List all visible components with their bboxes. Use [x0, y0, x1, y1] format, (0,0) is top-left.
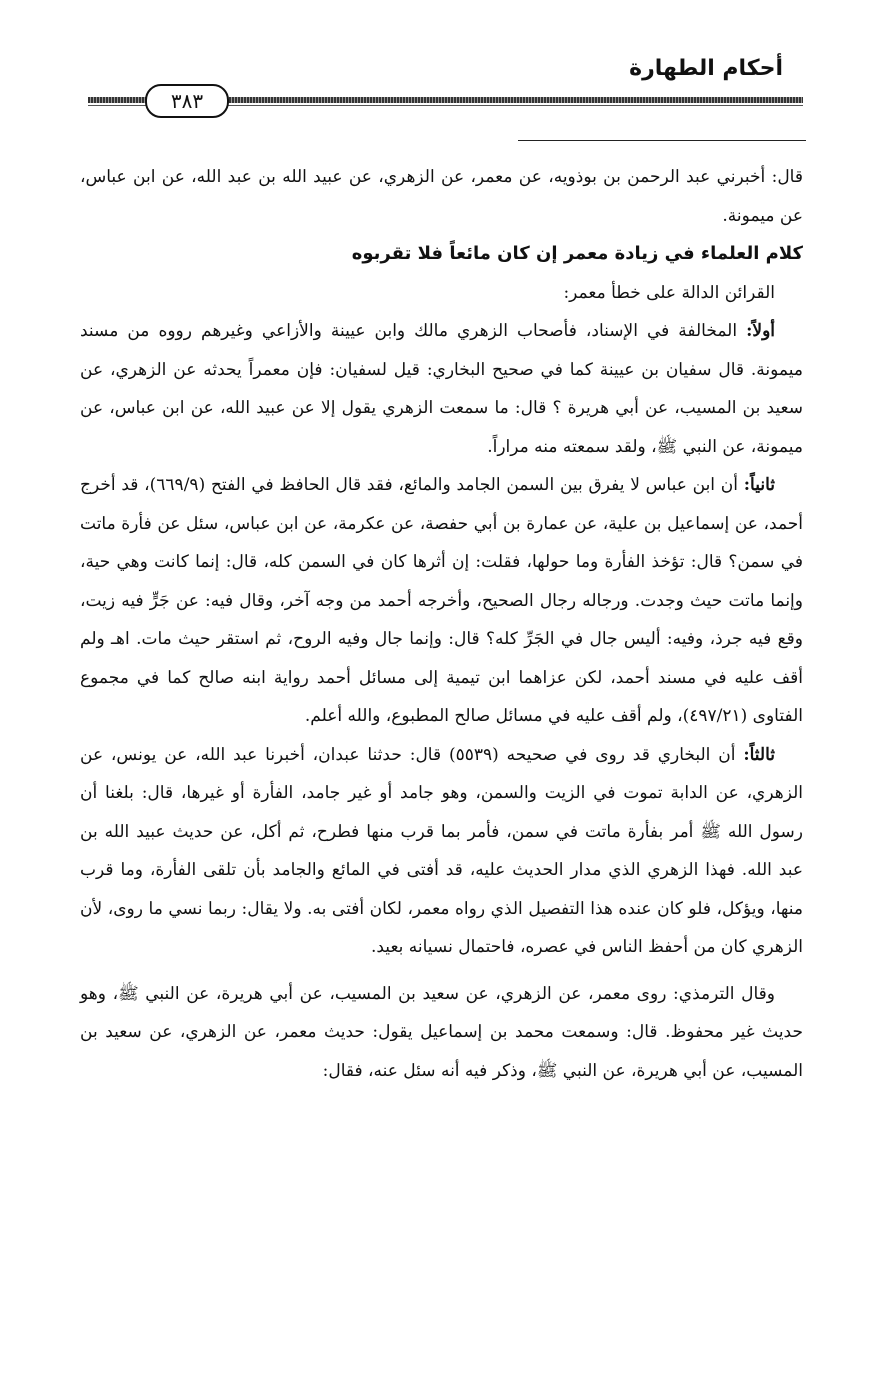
separator-rule [518, 140, 806, 141]
first-point-label: أولاً: [746, 321, 775, 341]
body-text [80, 158, 803, 1090]
paragraph-second [80, 466, 803, 736]
paragraph-evidence-intro: القرائن الدالة على خطأ معمر: [563, 282, 775, 303]
second-point-label: ثانياً: [743, 475, 776, 495]
running-title: أحكام الطهارة [629, 56, 783, 81]
first-point-text: المخالفة في الإسناد، فأصحاب الزهري مالك وابن عيينة والأزاعي وغيرهم رووه من مسند ميمونة. قال سفيان بن عيينة كما في صحيح البخاري: قيل لسفيان: فإن معمراً يحدثه عن الزهري، عن سعيد بن المسيب، عن أبي هريرة ؟ قال: ما سمعت الزهري يقول إلا عن عبيد الله، عن ابن عباس، عن ميمونة، عن النبي ﷺ، ولقد سمعته منه مراراً. [80, 321, 803, 457]
section-heading: كلام العلماء في زيادة معمر إن كان مائعاً فلا تقربوه [351, 243, 803, 264]
second-point-text: أن ابن عباس لا يفرق بين السمن الجامد والمائع، فقد قال الحافظ في الفتح (٦٦٩/٩)، قد أخرج أحمد، عن إسماعيل بن علية، عن عمارة بن أبي حفصة، عن عكرمة، عن ابن عباس، سئل عن فأرة ماتت في سمن؟ قال: تؤخذ الفأرة وما حولها، فقلت: إن أثرها كان في السمن كله، قال: إنما كانت وهي حية، وإنما ماتت حيث وجدت. ورجاله رجال الصحيح، وأخرجه أحمد من وجه آخر، وقال فيه: عن جَرٍّ فيه زيت، وقع فيه جرذ، وفيه: أليس جال في الجَرِّ كله؟ قال: وإنما جال وفيه الروح، ثم استقر حيث مات. اهـ ولم أقف عليه في مسند أحمد، لكن عزاهما ابن تيمية إلى مسائل أحمد رواية ابنه صالح كما في مجموع الفتاوى (٤٩٧/٢١)، ولم أقف عليه في مسائل صالح المطبوع، والله أعلم. [80, 475, 803, 726]
paragraph-chain: قال: أخبرني عبد الرحمن بن بوذويه، عن معمر، عن الزهري، عن عبيد الله بن عبد الله، عن ابن عباس، عن ميمونة. [80, 167, 803, 226]
third-point-label: ثالثاً: [743, 744, 775, 765]
paragraph-third [80, 736, 803, 967]
paragraph-tirmidhi: وقال الترمذي: روى معمر، عن الزهري، عن سعيد بن المسيب، عن أبي هريرة، عن النبي ﷺ، وهو حديث غير محفوظ. قال: وسمعت محمد بن إسماعيل يقول: حديث معمر، عن الزهري، عن سعيد بن المسيب، عن أبي هريرة، عن النبي ﷺ، وذكر فيه أنه سئل عنه، فقال: [80, 983, 803, 1081]
paragraph-first [80, 312, 803, 466]
page-number: ٣٨٣ [145, 84, 229, 118]
third-point-text: أن البخاري قد روى في صحيحه (٥٥٣٩) قال: حدثنا عبدان، أخبرنا عبد الله، عن يونس، عن الزهري، عن الدابة تموت في الزيت والسمن، وهو جامد أو غير جامد، الفأرة أو غيرها، قال: بلغنا أن رسول الله ﷺ أمر بفأرة ماتت في سمن، فأمر بما قرب منها فطرح، ثم أكل، عن حديث عبيد الله بن عبد الله. فهذا الزهري الذي مدار الحديث عليه، قد أفتى في المائع والجامد بأن تلقى الفأرة، وما قرب منها، ويؤكل، فلو كان عنده هذا التفصيل الذي رواه معمر، لكان أفتى به. ولا يقال: ربما نسي ما روى، لأن الزهري كان من أحفظ الناس في عصره، فاحتمال نسيانه بعيد. [80, 744, 803, 957]
